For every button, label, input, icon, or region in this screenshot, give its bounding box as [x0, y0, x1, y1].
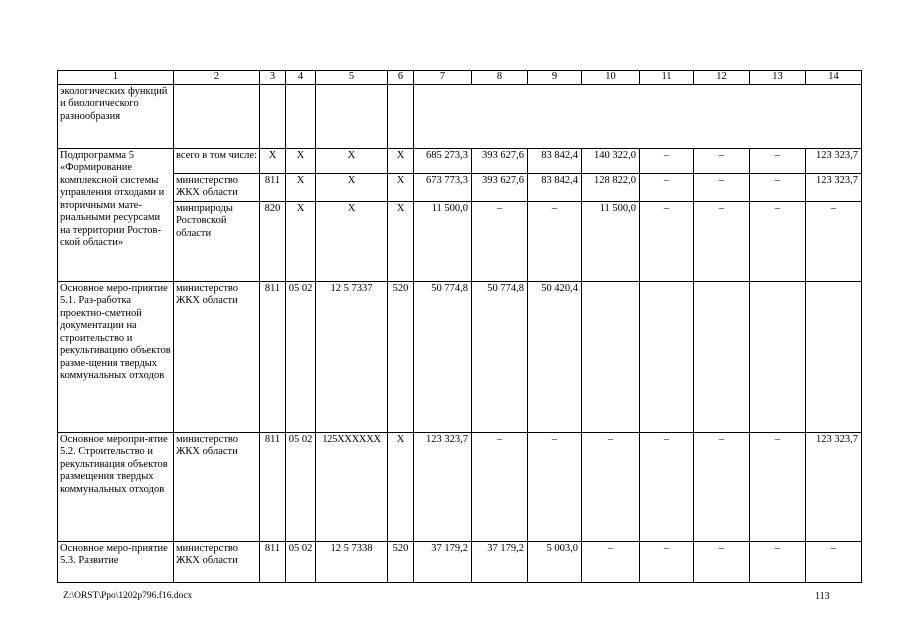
responsible-cell: министерство ЖКХ области — [174, 541, 260, 582]
table-cell: – — [528, 201, 582, 281]
program-name-cell: Основное меропри-ятие 5.2. Строительство и рекультивация объектов размещения твердых коммунальных отходов — [58, 432, 174, 541]
header-cell: 9 — [528, 71, 582, 85]
table-cell: Х — [260, 148, 286, 173]
program-name-cell: Основное меро-приятие 5.3. Развитие — [58, 541, 174, 582]
table-cell: 811 — [260, 432, 286, 541]
table-cell: 123 323,7 — [806, 173, 862, 201]
table-cell: – — [750, 541, 806, 582]
header-cell: 3 — [260, 71, 286, 85]
table-cell: 123 323,7 — [806, 148, 862, 173]
header-cell: 6 — [388, 71, 414, 85]
table-cell: 83 842,4 — [528, 173, 582, 201]
table-cell: 685 273,3 — [414, 148, 472, 173]
table-row — [58, 201, 862, 281]
table-cell: – — [640, 173, 694, 201]
footer-file-path: Z:\ORST\Ppo\1202p796.f16.docx — [63, 591, 193, 601]
table-cell: – — [472, 432, 528, 541]
header-cell: 12 — [694, 71, 750, 85]
table-cell: – — [694, 148, 750, 173]
table-cell: Х — [316, 173, 388, 201]
header-cell: 8 — [472, 71, 528, 85]
table-cell: – — [472, 201, 528, 281]
table-cell — [694, 281, 750, 432]
table-cell: 05 02 — [286, 541, 316, 582]
table-cell: 50 774,8 — [472, 281, 528, 432]
table-cell: 50 774,8 — [414, 281, 472, 432]
table-cell: 11 500,0 — [414, 201, 472, 281]
table-cell: Х — [388, 432, 414, 541]
table-cell: 520 — [388, 541, 414, 582]
table-row — [58, 84, 862, 148]
table-cell — [316, 84, 388, 148]
program-name-cell: экологических функций и биологического разнообразия — [58, 84, 174, 148]
table-cell: 12 5 7338 — [316, 541, 388, 582]
table-row — [58, 432, 862, 541]
table-cell: – — [528, 432, 582, 541]
header-cell: 10 — [582, 71, 640, 85]
table-cell: Х — [388, 201, 414, 281]
header-cell: 2 — [174, 71, 260, 85]
header-cell: 4 — [286, 71, 316, 85]
table-cell — [286, 84, 316, 148]
table-cell: – — [694, 432, 750, 541]
responsible-cell: всего в том числе: — [174, 148, 260, 173]
responsible-cell: министерство ЖКХ области — [174, 281, 260, 432]
table-cell: 820 — [260, 201, 286, 281]
header-cell: 5 — [316, 71, 388, 85]
table-cell: – — [640, 148, 694, 173]
table-cell: – — [750, 432, 806, 541]
table-cell: 128 822,0 — [582, 173, 640, 201]
table-cell: – — [694, 541, 750, 582]
header-cell: 14 — [806, 71, 862, 85]
table-cell: – — [640, 432, 694, 541]
responsible-cell: минприроды Ростовской области — [174, 201, 260, 281]
table-cell: 12 5 7337 — [316, 281, 388, 432]
table-cell: Х — [286, 148, 316, 173]
table-cell: Х — [388, 173, 414, 201]
table-cell: Х — [388, 148, 414, 173]
responsible-cell: министерство ЖКХ области — [174, 173, 260, 201]
table-cell: Х — [316, 201, 388, 281]
table-cell: – — [750, 148, 806, 173]
table-cell: 393 627,6 — [472, 173, 528, 201]
table-cell: – — [640, 201, 694, 281]
table-cell: 811 — [260, 541, 286, 582]
table-cell: 37 179,2 — [472, 541, 528, 582]
table-cell: – — [750, 201, 806, 281]
table-cell: 125ХХХХХХ — [316, 432, 388, 541]
table-row — [58, 541, 862, 582]
header-cell: 7 — [414, 71, 472, 85]
table-cell — [414, 84, 862, 148]
table-cell: 05 02 — [286, 432, 316, 541]
table-cell — [582, 281, 640, 432]
responsible-cell — [174, 84, 260, 148]
table-cell: 393 627,6 — [472, 148, 528, 173]
header-cell: 13 — [750, 71, 806, 85]
budget-table — [57, 70, 862, 583]
table-cell: 811 — [260, 173, 286, 201]
table-cell: 520 — [388, 281, 414, 432]
table-cell: 11 500,0 — [582, 201, 640, 281]
header-cell: 1 — [58, 71, 174, 85]
page-number: 113 — [815, 591, 830, 602]
table-cell: 5 003,0 — [528, 541, 582, 582]
table-row — [58, 173, 862, 201]
table-cell: – — [640, 541, 694, 582]
table-cell: – — [582, 432, 640, 541]
responsible-cell: министерство ЖКХ области — [174, 432, 260, 541]
program-name-cell: Подпрограмма 5 «Формирование комплексной системы управления отходами и вторичными мате-риальными ресурсами на территории Ростов-ской области» — [58, 148, 174, 281]
table-cell: Х — [286, 201, 316, 281]
header-cell: 11 — [640, 71, 694, 85]
table-cell: – — [750, 173, 806, 201]
table-cell: 05 02 — [286, 281, 316, 432]
table-cell: – — [694, 201, 750, 281]
table-cell: 811 — [260, 281, 286, 432]
table-cell — [260, 84, 286, 148]
table-cell: 37 179,2 — [414, 541, 472, 582]
table-cell: 50 420,4 — [528, 281, 582, 432]
table-cell: 673 773,3 — [414, 173, 472, 201]
table-row — [58, 281, 862, 432]
table-cell — [640, 281, 694, 432]
program-name-cell: Основное меро-приятие 5.1. Раз-работка проектно-сметной документации на строительство и рекультивацию объектов разме-щения твердых коммунальных отходов — [58, 281, 174, 432]
table-cell: 140 322,0 — [582, 148, 640, 173]
table-cell: – — [582, 541, 640, 582]
table-cell — [388, 84, 414, 148]
table-cell: 123 323,7 — [806, 432, 862, 541]
table-cell: Х — [286, 173, 316, 201]
table-cell: 83 842,4 — [528, 148, 582, 173]
table-cell — [750, 281, 806, 432]
table-cell: – — [694, 173, 750, 201]
table-cell: – — [806, 201, 862, 281]
table-cell: Х — [316, 148, 388, 173]
table-header-row — [58, 71, 862, 85]
table-cell: – — [806, 541, 862, 582]
table-cell: 123 323,7 — [414, 432, 472, 541]
table-row — [58, 148, 862, 173]
table-cell — [806, 281, 862, 432]
